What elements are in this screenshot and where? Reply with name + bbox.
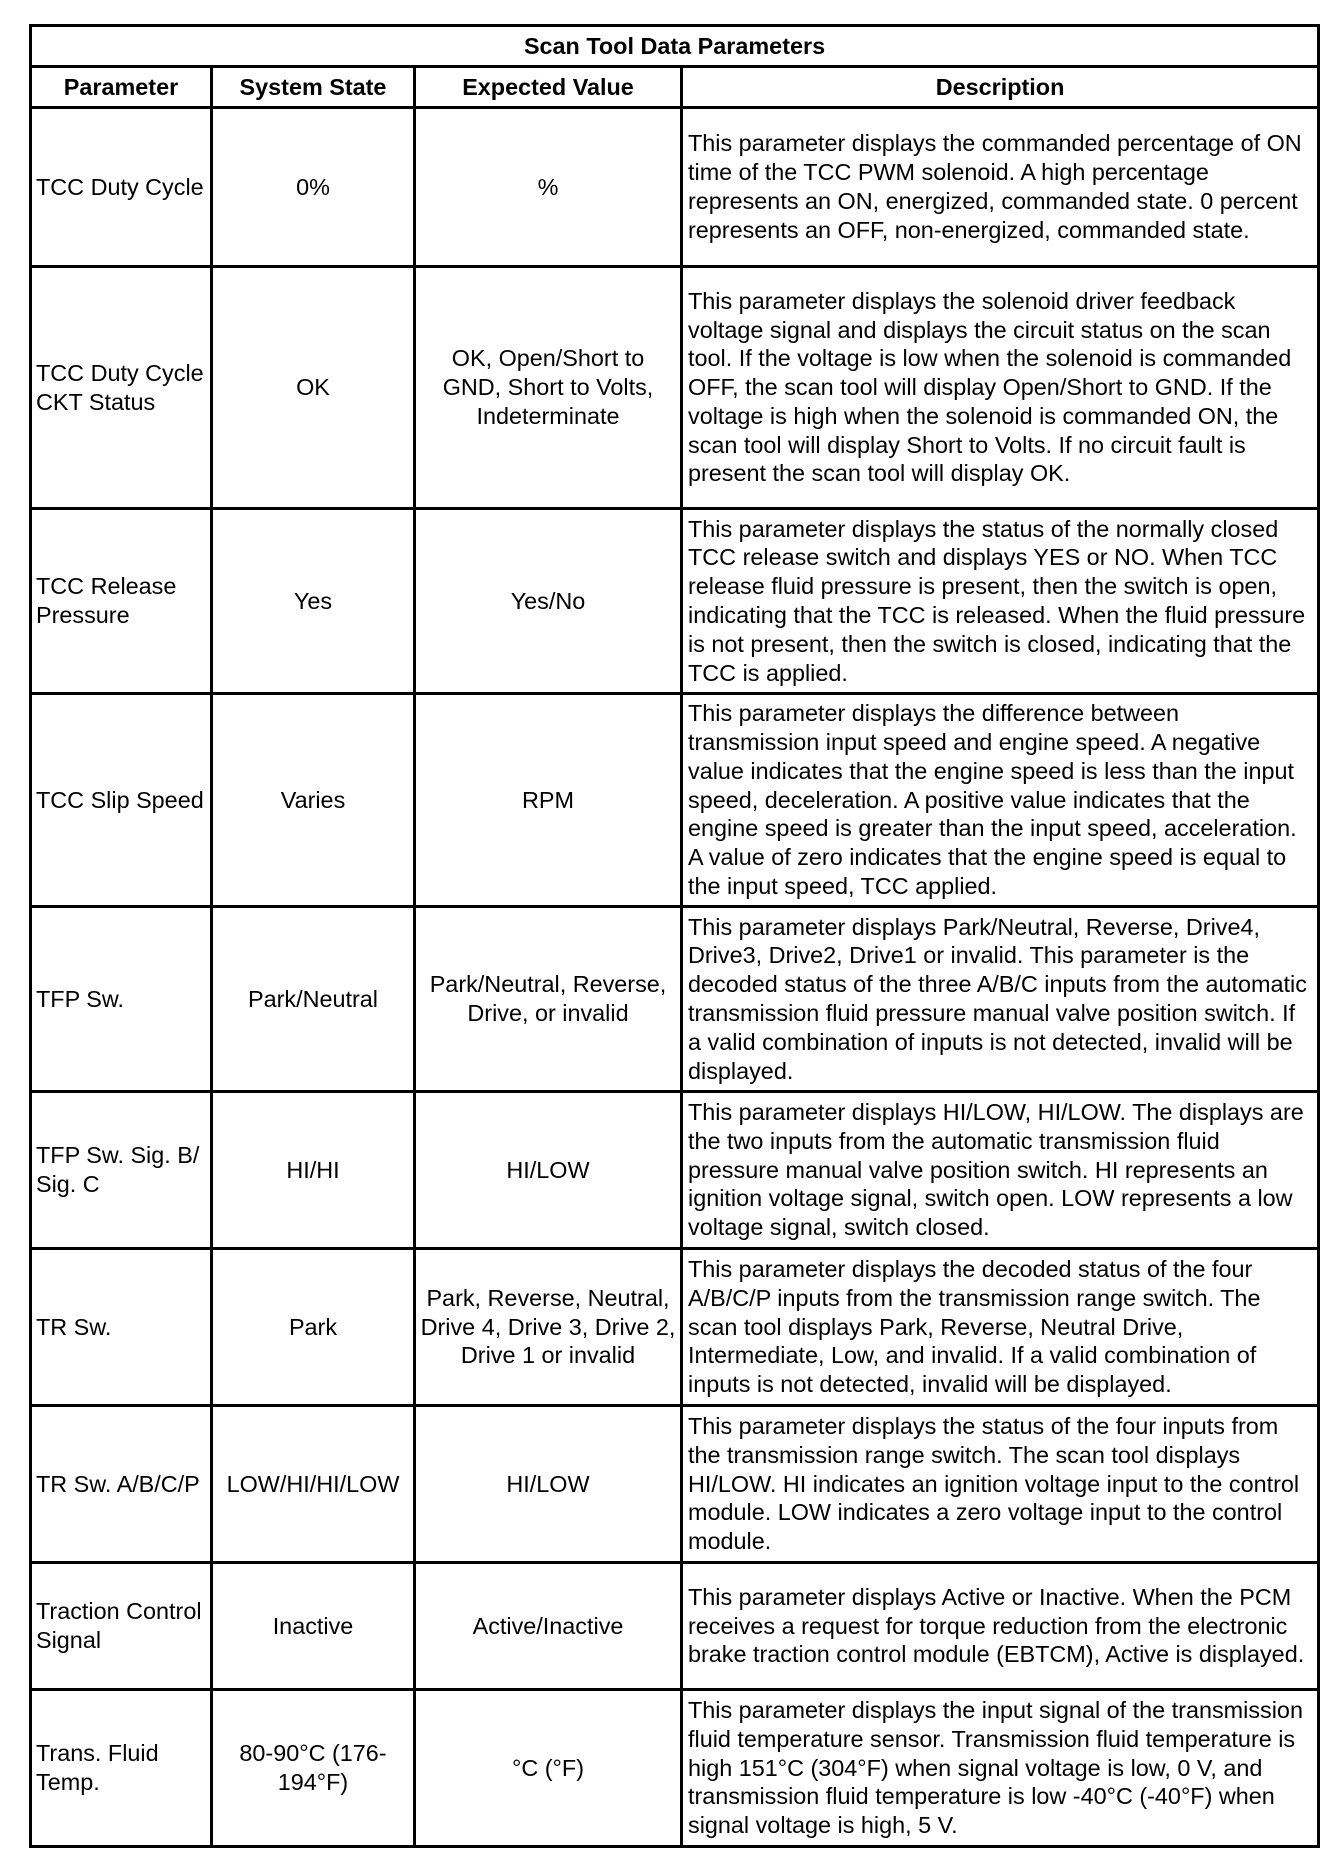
parameter-cell: TCC Duty Cycle CKT Status xyxy=(31,267,212,509)
description-cell: This parameter displays the input signal of the transmission fluid temperature sensor. Transmission fluid temperature is high 151°C (304°F) when signal voltage is low, 0 V, and transmission fluid temperature is low -40°C (-40°F) when signal voltage is high, 5 V. xyxy=(682,1690,1319,1847)
expected-value-cell: °C (°F) xyxy=(415,1690,682,1847)
system-state-cell: HI/HI xyxy=(212,1092,415,1249)
system-state-cell: OK xyxy=(212,267,415,509)
table-row xyxy=(31,509,1319,694)
system-state-cell: LOW/HI/HI/LOW xyxy=(212,1406,415,1563)
parameter-cell: TCC Release Pressure xyxy=(31,509,212,694)
expected-value-cell: % xyxy=(415,108,682,267)
system-state-cell: Varies xyxy=(212,694,415,907)
expected-value-cell: RPM xyxy=(415,694,682,907)
parameter-cell: TCC Slip Speed xyxy=(31,694,212,907)
expected-value-cell: Park, Reverse, Neutral, Drive 4, Drive 3, Drive 2, Drive 1 or invalid xyxy=(415,1249,682,1406)
table-row xyxy=(31,1690,1319,1847)
table-row xyxy=(31,694,1319,907)
description-cell: This parameter displays the difference between transmission input speed and engine speed. A negative value indicates that the engine speed is less than the input speed, deceleration. A positive value indicates that the engine speed is greater than the input speed, acceleration. A value of zero indicates that the engine speed is equal to the input speed, TCC applied. xyxy=(682,694,1319,907)
description-cell: This parameter displays HI/LOW, HI/LOW. The displays are the two inputs from the automatic transmission fluid pressure manual valve position switch. HI represents an ignition voltage signal, switch open. LOW represents a low voltage signal, switch closed. xyxy=(682,1092,1319,1249)
table-row xyxy=(31,1563,1319,1690)
table-row xyxy=(31,907,1319,1092)
description-cell: This parameter displays the status of the four inputs from the transmission range switch. The scan tool displays HI/LOW. HI indicates an ignition voltage input to the control module. LOW indicates a zero voltage input to the control module. xyxy=(682,1406,1319,1563)
expected-value-cell: Active/Inactive xyxy=(415,1563,682,1690)
column-header-parameter: Parameter xyxy=(31,67,212,108)
system-state-cell: Park xyxy=(212,1249,415,1406)
expected-value-cell: Park/Neutral, Reverse, Drive, or invalid xyxy=(415,907,682,1092)
system-state-cell: Yes xyxy=(212,509,415,694)
description-cell: This parameter displays Park/Neutral, Reverse, Drive4, Drive3, Drive2, Drive1 or invalid. This parameter is the decoded status of the three A/B/C inputs from the automatic transmission fluid pressure manual valve position switch. If a valid combination of inputs is not detected, invalid will be displayed. xyxy=(682,907,1319,1092)
table-row xyxy=(31,1092,1319,1249)
parameter-cell: TR Sw. xyxy=(31,1249,212,1406)
table-row xyxy=(31,1406,1319,1563)
description-cell: This parameter displays the commanded percentage of ON time of the TCC PWM solenoid. A high percentage represents an ON, energized, commanded state. 0 percent represents an OFF, non-energized, commanded state. xyxy=(682,108,1319,267)
scan-tool-data-table xyxy=(29,24,1320,1848)
system-state-cell: 0% xyxy=(212,108,415,267)
table-row xyxy=(31,1249,1319,1406)
parameter-cell: Trans. Fluid Temp. xyxy=(31,1690,212,1847)
table-row xyxy=(31,108,1319,267)
parameter-cell: Traction Control Signal xyxy=(31,1563,212,1690)
column-header-system-state: System State xyxy=(212,67,415,108)
table-title-row xyxy=(31,26,1319,67)
description-cell: This parameter displays Active or Inactive. When the PCM receives a request for torque reduction from the electronic brake traction control module (EBTCM), Active is displayed. xyxy=(682,1563,1319,1690)
expected-value-cell: HI/LOW xyxy=(415,1406,682,1563)
column-header-expected-value: Expected Value xyxy=(415,67,682,108)
parameter-cell: TFP Sw. xyxy=(31,907,212,1092)
system-state-cell: 80-90°C (176-194°F) xyxy=(212,1690,415,1847)
expected-value-cell: OK, Open/Short to GND, Short to Volts, Indeterminate xyxy=(415,267,682,509)
description-cell: This parameter displays the decoded status of the four A/B/C/P inputs from the transmission range switch. The scan tool displays Park, Reverse, Neutral Drive, Intermediate, Low, and invalid. If a valid combination of inputs is not detected, invalid will be displayed. xyxy=(682,1249,1319,1406)
table-title: Scan Tool Data Parameters xyxy=(31,26,1319,67)
parameter-cell: TR Sw. A/B/C/P xyxy=(31,1406,212,1563)
column-header-row xyxy=(31,67,1319,108)
expected-value-cell: Yes/No xyxy=(415,509,682,694)
expected-value-cell: HI/LOW xyxy=(415,1092,682,1249)
system-state-cell: Park/Neutral xyxy=(212,907,415,1092)
description-cell: This parameter displays the status of the normally closed TCC release switch and displays YES or NO. When TCC release fluid pressure is present, then the switch is open, indicating that the TCC is released. When the fluid pressure is not present, then the switch is closed, indicating that the TCC is applied. xyxy=(682,509,1319,694)
system-state-cell: Inactive xyxy=(212,1563,415,1690)
parameter-cell: TCC Duty Cycle xyxy=(31,108,212,267)
column-header-description: Description xyxy=(682,67,1319,108)
parameter-cell: TFP Sw. Sig. B/ Sig. C xyxy=(31,1092,212,1249)
description-cell: This parameter displays the solenoid driver feedback voltage signal and displays the circuit status on the scan tool. If the voltage is low when the solenoid is commanded OFF, the scan tool will display Open/Short to GND. If the voltage is high when the solenoid is commanded ON, the scan tool will display Short to Volts. If no circuit fault is present the scan tool will display OK. xyxy=(682,267,1319,509)
table-row xyxy=(31,267,1319,509)
